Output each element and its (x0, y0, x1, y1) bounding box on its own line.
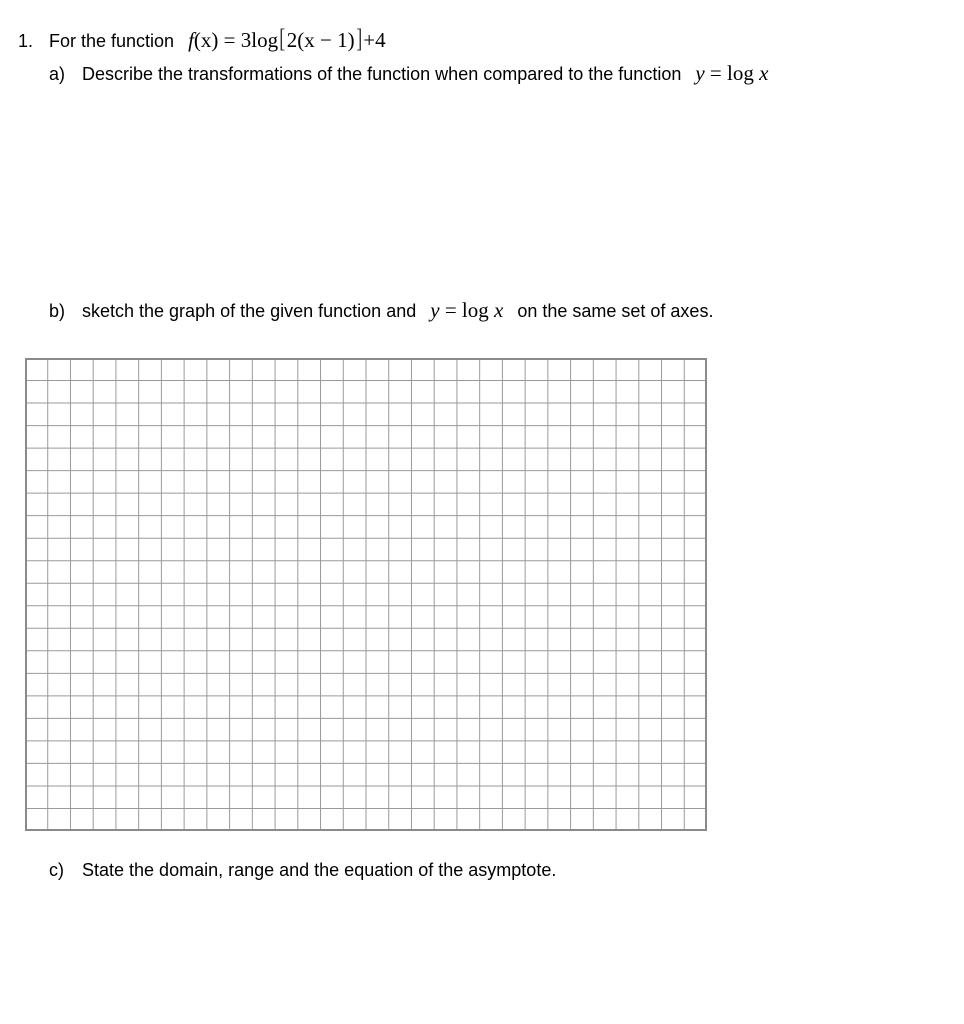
part-c-label: c) (49, 860, 64, 880)
question-1-header (18, 26, 386, 53)
part-c (49, 860, 556, 881)
question-intro: For the function (49, 31, 175, 51)
part-b-text-before: sketch the graph of the given function and (82, 301, 417, 321)
part-a-text: Describe the transformations of the function when compared to the function (82, 64, 682, 84)
part-a (49, 61, 768, 86)
part-b-label: b) (49, 301, 66, 321)
part-b (49, 298, 713, 323)
part-c-text: State the domain, range and the equation of the asymptote. (82, 860, 557, 880)
part-b-equation: y = log x (430, 298, 504, 322)
part-b-text-after: on the same set of axes. (517, 301, 714, 321)
part-a-label: a) (49, 64, 66, 84)
question-number: 1. (18, 31, 34, 51)
function-equation: f(x) = 3log[2(x − 1)]+4 (188, 24, 386, 53)
part-a-equation: y = log x (695, 61, 769, 85)
graph-grid[interactable] (25, 358, 707, 831)
